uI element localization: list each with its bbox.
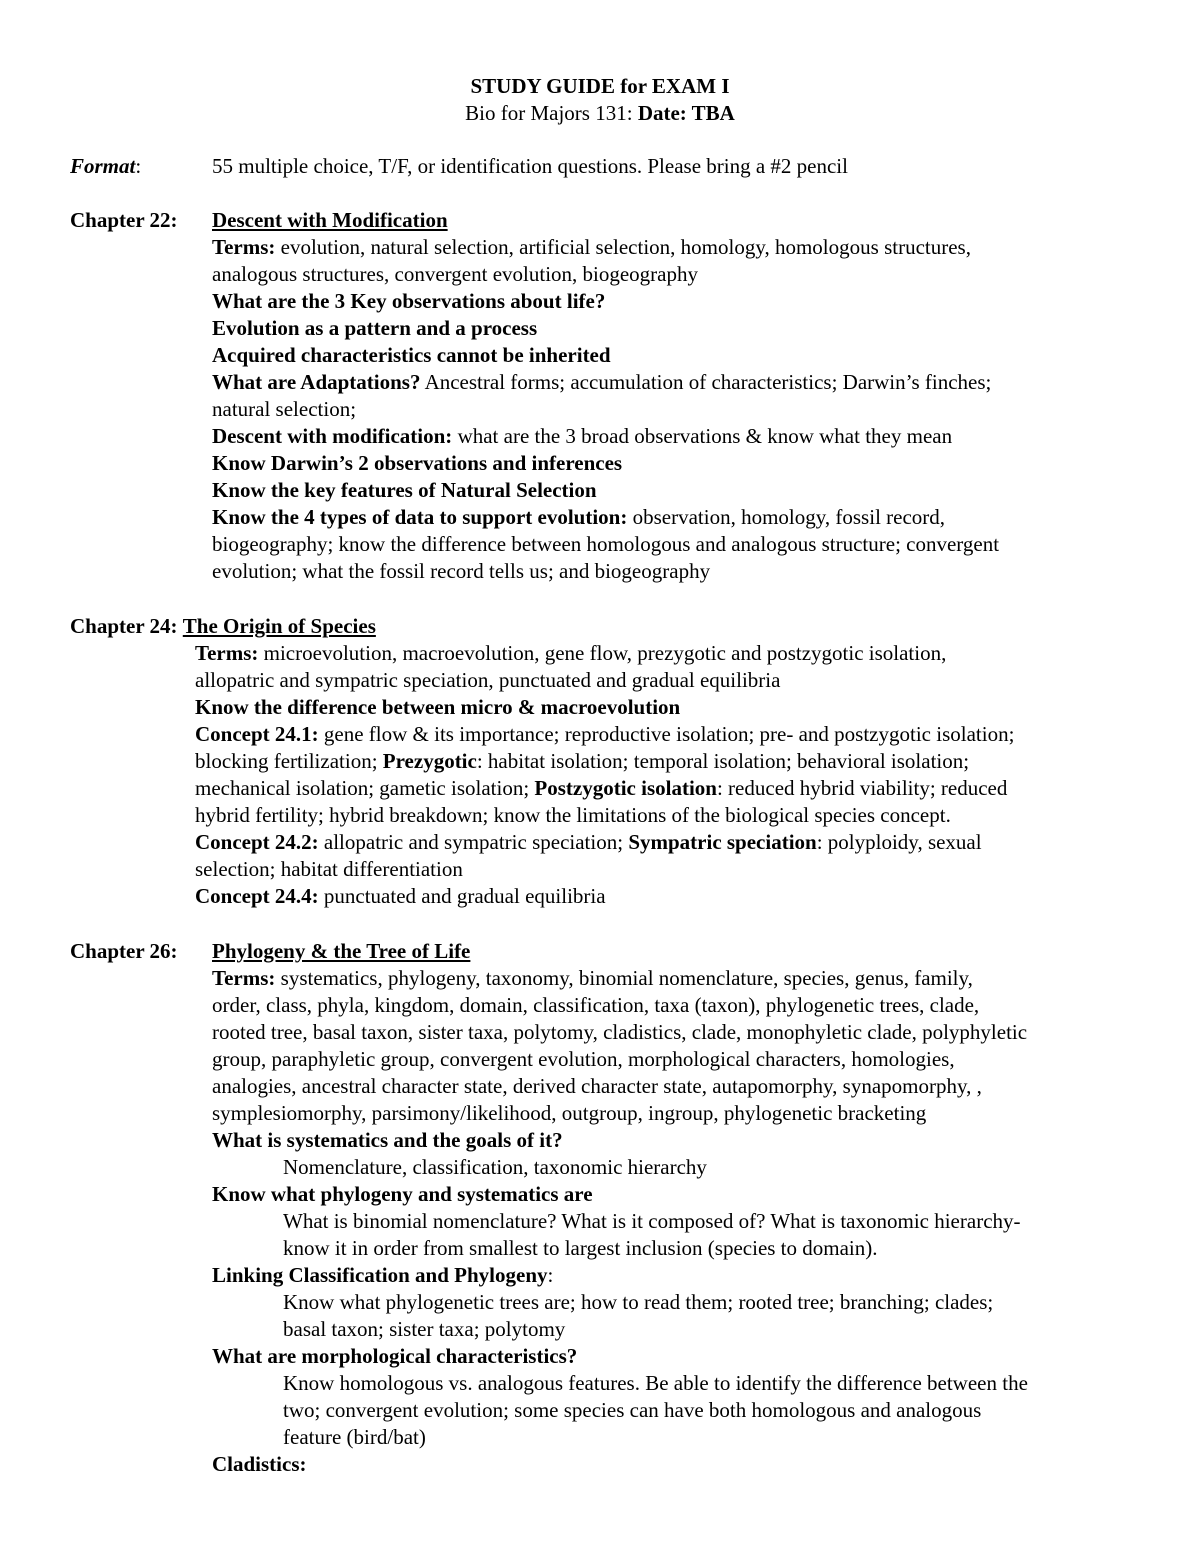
ch22-data-types-line: Know the 4 types of data to support evolution: observation, homology, fossil record, [212, 505, 946, 529]
ch26-topic: Cladistics: [212, 1452, 307, 1476]
ch22-terms-line: analogous structures, convergent evolution, biogeography [212, 262, 698, 286]
ch26-topic-detail: Know what phylogenetic trees are; how to read them; rooted tree; branching; clades; [283, 1290, 994, 1314]
ch26-terms-line: analogies, ancestral character state, derived character state, autapomorphy, synapomorphy, , [212, 1074, 982, 1098]
ch22-topic: Acquired characteristics cannot be inherited [212, 343, 611, 367]
ch24-concept-24-2: selection; habitat differentiation [195, 857, 463, 881]
chapter-24-body [70, 640, 1170, 910]
ch26-topic-detail: two; convergent evolution; some species can have both homologous and analogous [283, 1398, 982, 1422]
chapter-22-label: Chapter 22: [70, 208, 178, 232]
ch22-data-types-line: evolution; what the fossil record tells us; and biogeography [212, 559, 711, 583]
ch26-topic-detail: What is binomial nomenclature? What is it composed of? What is taxonomic hierarchy- [283, 1209, 1021, 1233]
document-header [0, 73, 1200, 127]
ch22-data-types-line: biogeography; know the difference between homologous and analogous structure; convergent [212, 532, 1000, 556]
chapter-24-heading [70, 613, 1170, 640]
ch22-topic: What are the 3 Key observations about life? [212, 289, 606, 313]
ch26-terms-line: rooted tree, basal taxon, sister taxa, polytomy, cladistics, clade, monophyletic clade, polyphyletic [212, 1020, 1028, 1044]
exam-date: Date: TBA [637, 101, 735, 125]
chapter-24-title: The Origin of Species [182, 614, 376, 638]
chapter-22-title: Descent with Modification [212, 208, 448, 232]
ch24-concept-24-1: blocking fertilization; Prezygotic: habitat isolation; temporal isolation; behavioral isolation; [195, 749, 970, 773]
ch22-topic: Know Darwin’s 2 observations and inferences [212, 451, 623, 475]
ch22-topic: Evolution as a pattern and a process [212, 316, 538, 340]
ch22-adaptations-line: natural selection; [212, 397, 357, 421]
ch24-concept-24-1: Concept 24.1: gene flow & its importance; reproductive isolation; pre- and postzygotic isolation; [195, 722, 1015, 746]
ch26-terms-line: order, class, phyla, kingdom, domain, classification, taxa (taxon), phylogenetic trees, clade, [212, 993, 980, 1017]
chapter-26-title: Phylogeny & the Tree of Life [212, 939, 471, 963]
ch26-topic: What is systematics and the goals of it? [212, 1128, 563, 1152]
ch22-topic: Know the key features of Natural Selection [212, 478, 597, 502]
ch26-terms-line: Terms: systematics, phylogeny, taxonomy, binomial nomenclature, species, genus, family, [212, 966, 973, 990]
ch26-topic-detail: Know homologous vs. analogous features. Be able to identify the difference between the [283, 1371, 1028, 1395]
ch24-concept-24-2: Concept 24.2: allopatric and sympatric speciation; Sympatric speciation: polyploidy, sexual [195, 830, 982, 854]
ch24-concept-24-1: hybrid fertility; hybrid breakdown; know the limitations of the biological species concept. [195, 803, 951, 827]
ch26-topic: What are morphological characteristics? [212, 1344, 578, 1368]
ch24-terms-line: allopatric and sympatric speciation, punctuated and gradual equilibria [195, 668, 781, 692]
ch26-topic: Know what phylogeny and systematics are [212, 1182, 593, 1206]
ch24-terms-line: Terms: microevolution, macroevolution, gene flow, prezygotic and postzygotic isolation, [195, 641, 947, 665]
page-subtitle [0, 100, 1200, 127]
ch26-topic-detail: Nomenclature, classification, taxonomic hierarchy [283, 1155, 707, 1179]
ch22-descent-line: Descent with modification: what are the 3 broad observations & know what they mean [212, 424, 953, 448]
chapter-24-label: Chapter 24: [70, 614, 178, 638]
ch24-concept-24-4: Concept 24.4: punctuated and gradual equilibria [195, 884, 606, 908]
format-label: Format: [70, 154, 142, 178]
ch22-adaptations-line: What are Adaptations? Ancestral forms; accumulation of characteristics; Darwin’s finches; [212, 370, 992, 394]
chapter-22-body [212, 207, 999, 585]
page-title: STUDY GUIDE for EXAM I [470, 74, 730, 98]
ch26-terms-line: group, paraphyletic group, convergent evolution, morphological characters, homologies, [212, 1047, 955, 1071]
chapter-26-label: Chapter 26: [70, 939, 178, 963]
ch22-terms-line: Terms: evolution, natural selection, artificial selection, homology, homologous structures, [212, 235, 971, 259]
ch24-topic: Know the difference between micro & macroevolution [195, 695, 681, 719]
course-name: Bio for Majors 131: [465, 101, 638, 125]
ch26-terms-line: symplesiomorphy, parsimony/likelihood, outgroup, ingroup, phylogenetic bracketing [212, 1101, 927, 1125]
ch26-topic-detail: feature (bird/bat) [283, 1425, 426, 1449]
ch26-topic-detail: basal taxon; sister taxa; polytomy [283, 1317, 566, 1341]
ch24-concept-24-1: mechanical isolation; gametic isolation; Postzygotic isolation: reduced hybrid viability; reduced [195, 776, 1008, 800]
chapter-26-body [212, 938, 1028, 1478]
chapter-24-section [70, 613, 1170, 910]
ch26-topic-detail: know it in order from smallest to largest inclusion (species to domain). [283, 1236, 878, 1260]
format-text: 55 multiple choice, T/F, or identification questions. Please bring a #2 pencil [212, 154, 848, 178]
ch26-topic: Linking Classification and Phylogeny: [212, 1263, 554, 1287]
